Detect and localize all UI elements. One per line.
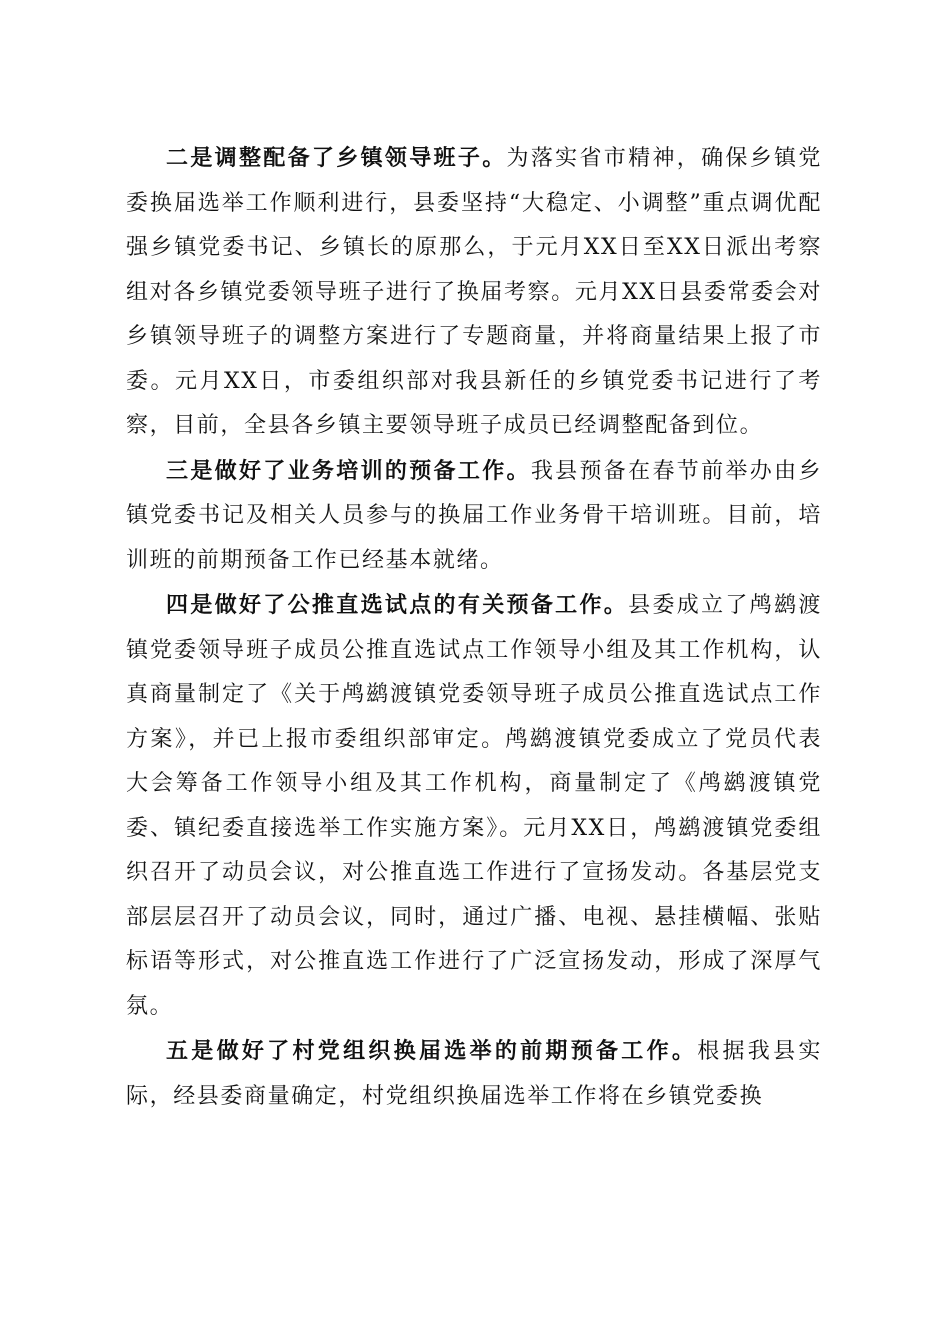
paragraph-heading: 三是做好了业务培训的预备工作。 [166, 457, 531, 484]
paragraph-heading: 二是调整配备了乡镇领导班子。 [166, 145, 507, 171]
paragraph-village-election [126, 1029, 822, 1119]
paragraph-body: 县委成立了鸬鹚渡镇党委领导班子成员公推直选试点工作领导小组及其工作机构，认真商量制定了《关于鸬鹚渡镇党委领导班子成员公推直选试点工作方案》，并已上报市委组织部审定。鸬鹚渡镇党委成立了党员代表大会筹备工作领导小组及其工作机构，商量制定了《鸬鹚渡镇党委、镇纪委直接选举工作实施方案》。元月XX日，鸬鹚渡镇党委组织召开了动员会议，对公推直选工作进行了宣扬发动。各基层党支部层层召开了动员会议，同时，通过广播、电视、悬挂横幅、张贴标语等形式，对公推直选工作进行了广泛宣扬发动，形成了深厚气氛。 [126, 593, 822, 1019]
paragraph-leadership-adjustment [126, 136, 822, 449]
paragraph-heading: 四是做好了公推直选试点的有关预备工作。 [166, 592, 629, 618]
document-page [126, 136, 822, 1119]
paragraph-training-preparation [126, 449, 822, 584]
paragraph-pilot-election [126, 583, 822, 1029]
paragraph-heading: 五是做好了村党组织换届选举的前期预备工作。 [166, 1038, 698, 1064]
paragraph-body: 我县预备在春节前举办由乡镇党委书记及相关人员参与的换届工作业务骨干培训班。目前，培训班的前期预备工作已经基本就绪。 [126, 458, 822, 573]
paragraph-body: 根据我县实际，经县委商量确定，村党组织换届选举工作将在乡镇党委换 [126, 1039, 822, 1109]
paragraph-body: 为落实省市精神，确保乡镇党委换届选举工作顺利进行，县委坚持“大稳定、小调整”重点调优配强乡镇党委书记、乡镇长的原那么，于元月XX日至XX日派出考察组对各乡镇党委领导班子进行了换届考察。元月XX日县委常委会对乡镇领导班子的调整方案进行了专题商量，并将商量结果上报了市委。元月XX日，市委组织部对我县新任的乡镇党委书记进行了考察，目前，全县各乡镇主要领导班子成员已经调整配备到位。 [126, 146, 822, 438]
